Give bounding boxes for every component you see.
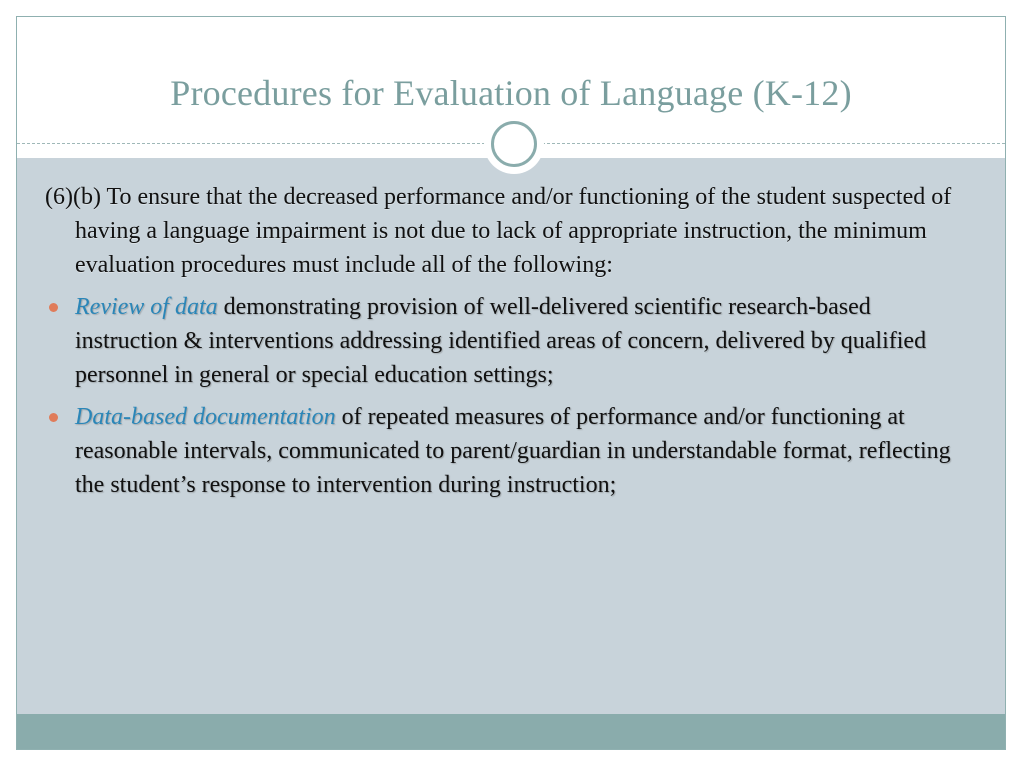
bullet-emphasis: Data-based documentation [75,404,336,430]
circle-ring-icon [491,121,537,167]
bullet-dot-icon [49,413,58,422]
bullet-text: demonstrating provision of well-delivered scientific research-based instruction & interventions addressing identified areas of concern, delivered by qualified personnel in general or special education settings; [75,294,927,388]
circle-ornament-icon [484,114,544,174]
bullet-text: of repeated measures of performance and/or functioning at reasonable intervals, communicated to parent/guardian in understandable format, reflecting the student’s response to intervention during instruction; [75,404,951,498]
bullet-item-data-based-documentation [45,400,975,502]
bullet-item-review-of-data [45,290,975,392]
bullet-dot-icon [49,303,58,312]
footer-band [17,714,1005,749]
bullet-emphasis: Review of data [75,294,218,320]
slide-content [45,180,975,510]
intro-paragraph: (6)(b) To ensure that the decreased performance and/or functioning of the student suspected of having a language impairment is not due to lack of appropriate instruction, the minimum evaluation procedures must include all of the following: [45,184,952,278]
slide-title: Procedures for Evaluation of Language (K-12) [170,73,852,113]
slide [16,16,1006,750]
